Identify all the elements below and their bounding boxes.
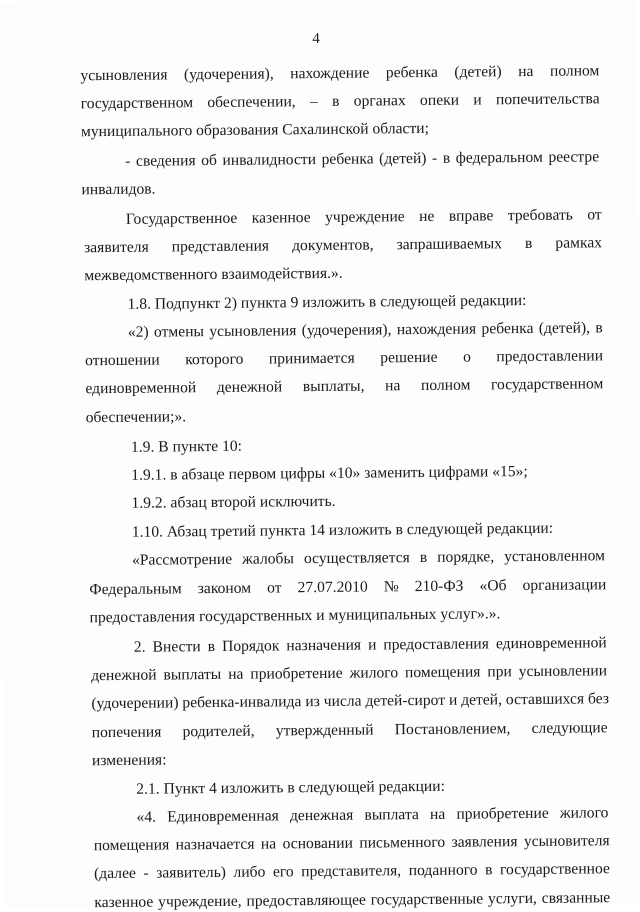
paragraph xyxy=(0,0,636,141)
text-line: 1.9.1. в абзаце первом цифры «10» заменить цифрами «15»; xyxy=(131,463,528,484)
text-line xyxy=(89,577,606,598)
word: запрашиваемых xyxy=(396,235,503,254)
word: документов, xyxy=(291,236,374,255)
word: 27.07.2010 xyxy=(297,578,368,597)
text-line: инвалидов. xyxy=(81,180,156,199)
word: рамках xyxy=(555,234,603,252)
text-line xyxy=(80,63,599,84)
word: ребенка xyxy=(385,63,438,82)
word: родителей, xyxy=(182,722,255,741)
text-line: (далее - заявитель) либо его представителя, поданного в государственное xyxy=(93,860,610,883)
word: Государственное xyxy=(125,209,238,228)
text-line: 1.9. В пункте 10: xyxy=(130,437,243,456)
word: законом xyxy=(197,579,252,598)
word: органах xyxy=(353,92,406,110)
word: которого xyxy=(185,350,244,369)
word: попечительства xyxy=(495,90,600,109)
word: государственном xyxy=(80,94,194,113)
word: полном xyxy=(420,376,471,395)
word: следующие xyxy=(531,719,608,737)
text-line: «Рассмотрение жалобы осуществляется в порядке, установленном xyxy=(131,547,605,569)
text-line: казенное учреждение, предоставляющее государственные услуги, связанные xyxy=(94,889,611,912)
text-line: муниципального образования Сахалинской области; xyxy=(80,119,429,141)
text-line: предоставления государственных и муниципальных услуг».». xyxy=(89,605,501,627)
word: и xyxy=(473,91,482,109)
word: от xyxy=(267,579,282,597)
text-line: 2. Внести в Порядок назначения и предоставления единовременной xyxy=(133,634,607,656)
text-line: межведомственного взаимодействия.». xyxy=(84,264,343,285)
word: № xyxy=(383,578,399,596)
word: Федеральным xyxy=(89,580,182,599)
text-line: денежной выплаты на приобретение жилого помещения при усыновлении xyxy=(91,662,608,685)
text-line xyxy=(81,91,600,112)
text-line: «2) отмены усыновления (удочерения), нахождения ребенка (детей), в xyxy=(127,319,603,341)
text-line xyxy=(85,376,603,397)
page-number: 4 xyxy=(312,30,320,48)
text-line: «4. Единовременная денежная выплата на приобретение жилого xyxy=(136,804,609,826)
word: предоставлении xyxy=(496,347,604,366)
word: отношении xyxy=(85,351,160,370)
word: о xyxy=(462,348,471,366)
text-line: - сведения об инвалидности ребенка (детей) - в федеральном реестре xyxy=(125,148,600,170)
word: утвержденный xyxy=(275,721,374,740)
word: учреждение xyxy=(324,208,405,226)
word: усыновления xyxy=(80,66,168,85)
text-line xyxy=(85,348,603,369)
word: вправе xyxy=(448,207,494,225)
word: выплаты, xyxy=(302,377,365,396)
word: казенное xyxy=(251,209,311,227)
word: не xyxy=(419,207,435,226)
word: – xyxy=(309,93,318,111)
word: обеспечении, xyxy=(207,93,296,112)
text-line: изменения: xyxy=(91,751,167,770)
word: принимается xyxy=(268,349,355,368)
word: 210-ФЗ xyxy=(414,577,464,596)
text-line xyxy=(126,207,602,227)
text-line: 1.10. Абзац третий пункта 14 изложить в следующей редакции: xyxy=(131,519,554,541)
word: Постановлением, xyxy=(394,720,511,739)
word: решение xyxy=(380,348,438,367)
word: организации xyxy=(522,576,607,595)
word: денежной xyxy=(216,378,283,396)
word: (удочерения), xyxy=(183,65,274,84)
word: от xyxy=(587,206,602,224)
word: опеки xyxy=(419,91,460,110)
word: нахождение xyxy=(290,64,370,83)
text-line: (удочерении) ребенка-инвалида из числа детей-сирот и детей, оставшихся без xyxy=(91,690,610,713)
word: представления xyxy=(171,237,270,256)
word: «Об xyxy=(479,577,507,595)
text-line: обеспечении;». xyxy=(85,408,187,427)
text-line: помещения назначается на основании письменного заявления усыновителя xyxy=(93,832,610,855)
word: в xyxy=(331,92,340,110)
word: на xyxy=(518,62,534,81)
word: заявителя xyxy=(83,238,149,257)
word: требовать xyxy=(507,206,573,225)
text-line xyxy=(92,720,608,741)
word: полном xyxy=(549,62,600,80)
text-line: 2.1. Пункт 4 изложить в следующей редакции: xyxy=(136,777,445,798)
text-line: 1.9.2. абзац второй исключить. xyxy=(131,492,336,512)
word: в xyxy=(524,234,533,253)
word: попечения xyxy=(91,723,162,742)
word: государственном xyxy=(490,375,604,394)
text-line xyxy=(84,235,602,256)
text-line: 1.8. Подпункт 2) пункта 9 изложить в следующей редакции: xyxy=(127,292,527,313)
word: единовременной xyxy=(85,379,197,398)
word: на xyxy=(385,377,401,395)
word: (детей) xyxy=(454,63,502,81)
